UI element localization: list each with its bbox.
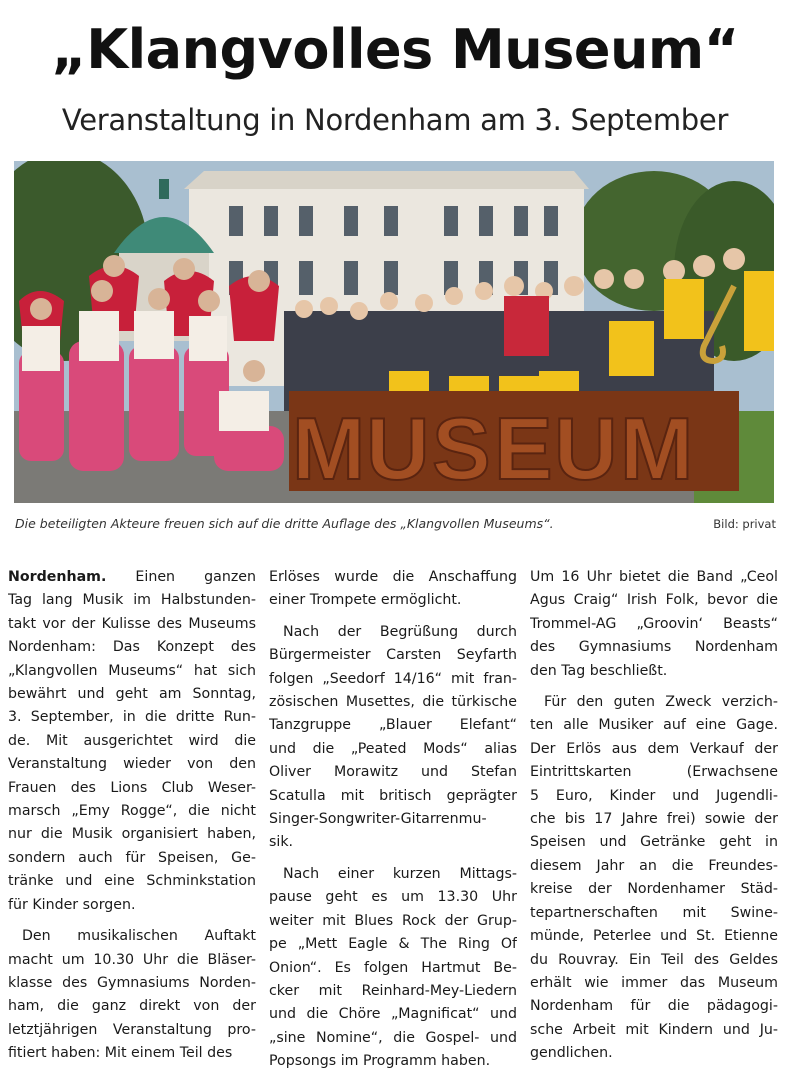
- article-text: tränke und eine Schminkstation: [8, 873, 256, 890]
- article-text-line: [269, 980, 517, 1003]
- article-text: 5 Euro, Kinder und Jugendli-: [530, 787, 778, 804]
- article-text: für Kinder sorgen.: [8, 896, 136, 913]
- article-text-line: [8, 636, 256, 659]
- article-text-line: [269, 691, 517, 714]
- article-text-line: [530, 714, 778, 737]
- article-text-line: [269, 863, 517, 886]
- article-text: Nach der Begrüßung durch: [283, 623, 517, 640]
- article-text-line: [8, 800, 256, 823]
- article-text-line: [530, 995, 778, 1018]
- article-text-line: [8, 972, 256, 995]
- article-text: Nordenham: Das Konzept des: [8, 639, 256, 656]
- article-text-line: [269, 886, 517, 909]
- article-text-line: [8, 995, 256, 1018]
- sign-letter: M: [620, 399, 694, 498]
- article-text-line: [269, 589, 517, 612]
- article-text-line: [269, 644, 517, 667]
- article-text-line: [8, 894, 256, 917]
- article-text: Frauen des Lions Club Weser-: [8, 779, 256, 796]
- article-text: ham, die ganz direkt von der: [8, 998, 256, 1015]
- article-text: erhält wie immer das Museum: [530, 974, 778, 991]
- group-photo-illustration: [14, 161, 774, 503]
- article-dateline: Nordenham.: [8, 569, 107, 585]
- article-text: Den musikalischen Auftakt: [22, 928, 256, 945]
- article-text: Tanzgruppe „Blauer Elefant“: [269, 717, 517, 734]
- article-text-line: [530, 902, 778, 925]
- article-text-line: [269, 957, 517, 980]
- article-text-line: [8, 660, 256, 683]
- article-text: Popsongs im Programm haben.: [269, 1053, 491, 1070]
- article-text: Eintrittskarten (Erwachsene: [530, 764, 778, 781]
- article-text: Der Erlös aus dem Verkauf der: [530, 740, 778, 757]
- article-text: einer Trompete ermöglicht.: [269, 592, 462, 609]
- article-text-line: [269, 566, 517, 589]
- article-text-line: [8, 730, 256, 753]
- article-text: klasse des Gymnasiums Norden-: [8, 974, 256, 991]
- sign-letter: M: [292, 399, 366, 498]
- article-text: du Rouvray. Ein Teil des Geldes: [530, 951, 778, 968]
- article-text: folgen „Seedorf 14/16“ mit fran-: [269, 670, 517, 687]
- article-text-line: [530, 878, 778, 901]
- article-text: des Gymnasiums Nordenham: [530, 639, 778, 656]
- article-text: nur die Musik organisiert haben,: [8, 826, 256, 843]
- article-text-line: [530, 925, 778, 948]
- article-text: diesem Jahr an die Freundes-: [530, 857, 778, 874]
- article-text: marsch „Emy Rogge“, die nicht: [8, 803, 256, 820]
- sign-letter: U: [554, 399, 618, 498]
- article-subheadline: Veranstaltung in Nordenham am 3. September: [61, 103, 729, 137]
- article-text-line: [269, 910, 517, 933]
- article-text-line: [269, 785, 517, 808]
- article-text-line: [269, 761, 517, 784]
- article-text: de. Mit ausgerichtet wird die: [8, 732, 256, 749]
- sign-letter: S: [432, 399, 491, 498]
- article-text-line: [530, 738, 778, 761]
- article-text: che bis 17 Jahre frei) sowie der: [530, 811, 778, 828]
- article-text: weiter mit Blues Rock der Grup-: [269, 912, 517, 929]
- article-text-line: [530, 691, 778, 714]
- article-text-line: [8, 683, 256, 706]
- article-text-line: [530, 831, 778, 854]
- article-text-line: [8, 823, 256, 846]
- article-text: Tag lang Musik im Halbstunden-: [8, 592, 256, 609]
- article-text-line: [8, 753, 256, 776]
- article-text-line: [530, 636, 778, 659]
- sign-letter: U: [366, 399, 430, 498]
- article-text: Bürgermeister Carsten Seyfarth: [269, 647, 517, 664]
- article-text: Einen ganzen: [106, 569, 256, 585]
- article-text-line: [269, 831, 517, 854]
- article-text-line: [530, 613, 778, 636]
- article-text-line: [8, 589, 256, 612]
- article-text: Trommel-AG „Groovin‘ Beasts“: [530, 615, 778, 632]
- article-text: kreise der Nordenhamer Städ-: [530, 881, 778, 898]
- article-text: und die Chöre „Magnificat“ und: [269, 1006, 517, 1023]
- article-text: pe „Mett Eagle & The Ring Of: [269, 936, 517, 953]
- article-text: tepartnerschaften mit Swine-: [530, 904, 778, 921]
- article-text: 3. September, in die dritte Run-: [8, 709, 256, 726]
- article-text-line: [8, 925, 256, 948]
- article-text: Nordenham für die pädagogi-: [530, 998, 778, 1015]
- article-text-line: [530, 785, 778, 808]
- article-text-line: [530, 949, 778, 972]
- sign-letter: E: [494, 399, 553, 498]
- article-text: „Klangvollen Museums“ hat sich: [8, 662, 256, 679]
- article-text-line: [8, 566, 256, 589]
- article-text-line: [8, 1042, 256, 1065]
- article-text: ten alle Musiker auf eine Gage.: [530, 717, 778, 734]
- article-text-line: [530, 761, 778, 784]
- photo-caption: Die beteiligten Akteure freuen sich auf die dritte Auflage des „Klangvollen Museums“.: [15, 516, 554, 531]
- article-text: Nach einer kurzen Mittags-: [283, 865, 517, 882]
- article-text-line: [269, 1050, 517, 1073]
- article-headline: „Klangvolles Museum“: [51, 18, 739, 81]
- photo-credit: Bild: privat: [713, 517, 776, 531]
- article-text-line: [269, 808, 517, 831]
- article-text: pause geht es um 13.30 Uhr: [269, 889, 517, 906]
- article-text-line: [530, 972, 778, 995]
- article-text: Singer-Songwriter-Gitarrenmu-: [269, 811, 487, 828]
- article-text: fitiert haben: Mit einem Teil des: [8, 1045, 233, 1062]
- article-text-line: [530, 660, 778, 683]
- article-text: Speisen und Getränke geht in: [530, 834, 778, 851]
- article-text-line: [8, 613, 256, 636]
- article-column-2: [269, 566, 517, 1074]
- article-column-3: [530, 566, 778, 1066]
- article-text-line: [530, 1042, 778, 1065]
- article-text: Onion“. Es folgen Hartmut Be-: [269, 959, 517, 976]
- article-text-line: [269, 738, 517, 761]
- article-text: zösischen Musettes, die türkische: [269, 694, 517, 711]
- article-text-line: [8, 777, 256, 800]
- article-text: und die „Peated Mods“ alias: [269, 740, 517, 757]
- article-text: bewährt und geht am Sonntag,: [8, 686, 256, 703]
- article-text: sik.: [269, 834, 294, 851]
- article-text: den Tag beschließt.: [530, 662, 668, 679]
- article-text-line: [8, 706, 256, 729]
- article-text: cker mit Reinhard-Mey-Liedern: [269, 982, 517, 999]
- article-text-line: [530, 589, 778, 612]
- article-text-line: [269, 621, 517, 644]
- article-photo: [14, 161, 774, 503]
- article-text-line: [530, 808, 778, 831]
- article-text-line: [269, 714, 517, 737]
- photo-museum-sign: [289, 391, 739, 498]
- article-text: Um 16 Uhr bietet die Band „Ceol: [530, 569, 778, 585]
- article-text: Erlöses wurde die Anschaffung: [269, 569, 517, 585]
- article-text: sche Arbeit mit Kindern und Ju-: [530, 1021, 778, 1038]
- article-text: Oliver Morawitz und Stefan: [269, 764, 517, 781]
- article-text: Veranstaltung wieder von den: [8, 756, 256, 773]
- article-column-1: [8, 566, 256, 1066]
- article-text: macht um 10.30 Uhr die Bläser-: [8, 951, 256, 968]
- article-text-line: [269, 1027, 517, 1050]
- article-text-line: [530, 855, 778, 878]
- article-text: takt vor der Kulisse des Museums: [8, 615, 256, 632]
- article-text-line: [269, 1003, 517, 1026]
- article-text: Für den guten Zweck verzich-: [544, 694, 778, 711]
- article-text: Scatulla mit britisch geprägter: [269, 787, 517, 804]
- article-text-line: [269, 668, 517, 691]
- article-text: Agus Craig“ Irish Folk, bevor die: [530, 592, 778, 609]
- article-text: letztjährigen Veranstaltung pro-: [8, 1021, 256, 1038]
- article-text: gendlichen.: [530, 1045, 613, 1062]
- article-text-line: [530, 1019, 778, 1042]
- article-text-line: [8, 1019, 256, 1042]
- article-text-line: [8, 847, 256, 870]
- article-text-line: [269, 933, 517, 956]
- article-text: „sine Nomine“, die Gospel- und: [269, 1029, 517, 1046]
- article-text: münde, Peterlee und St. Etienne: [530, 928, 778, 945]
- article-text-line: [8, 870, 256, 893]
- article-text-line: [530, 566, 778, 589]
- article-text: sondern auch für Speisen, Ge-: [8, 849, 256, 866]
- article-text-line: [8, 949, 256, 972]
